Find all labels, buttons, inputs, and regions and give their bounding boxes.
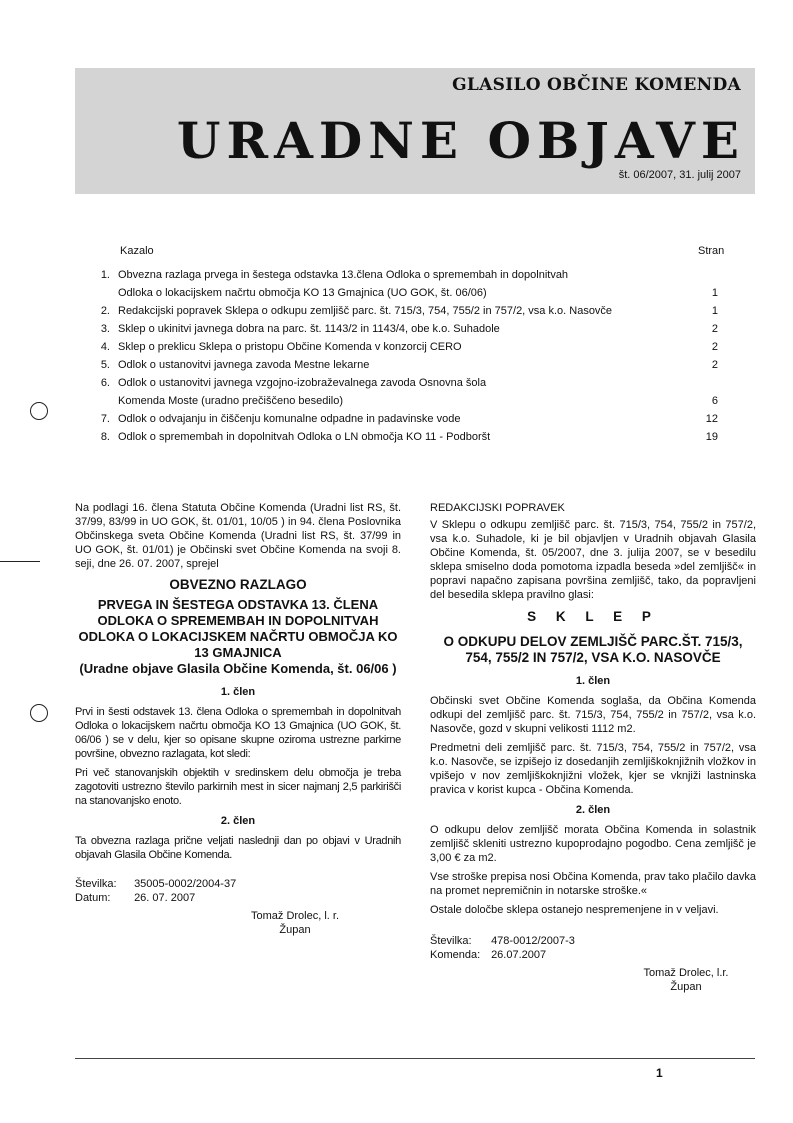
article-1-title: 1. člen bbox=[575, 675, 611, 687]
contents-item-title bbox=[118, 428, 678, 446]
fold-mark bbox=[0, 561, 40, 562]
article-heading: OBVEZNO RAZLAGO bbox=[169, 577, 307, 592]
contents-item-page: 2 bbox=[711, 359, 718, 371]
contents-item bbox=[96, 338, 718, 356]
contents-item bbox=[96, 302, 718, 320]
contents-item-number: 5. bbox=[100, 359, 110, 371]
footer-rule bbox=[75, 1058, 755, 1059]
contents-item-number: 6. bbox=[100, 377, 110, 389]
preamble: Na podlagi 16. člena Statuta Občine Komenda (Uradni list RS, št. 37/99, 83/99 in UO GOK, št. 01/01, 10/05 ) in 94. člena Poslovnika Občinskega sveta Občine Komenda (Uradni list RS, št. 37/99 in UO GOK, št. 01/01) je Občinski svet Občine Komenda na svoji 8. seji, dne 26. 07. 2007, sprejel bbox=[75, 502, 401, 570]
contents-item-title-line: Sklep o ukinitvi javnega dobra na parc. št. 1143/2 in 1143/4, obe k.o. Suhadole bbox=[118, 323, 500, 335]
article-2-paragraph: Ostale določbe sklepa ostanejo nespremenjene in v veljavi. bbox=[430, 904, 719, 916]
document-date-label: Datum: bbox=[75, 892, 111, 904]
article-1-paragraph: Prvi in šesti odstavek 13. člena Odloka o spremembah in dopolnitvah Odloka o lokacijskem načrtu območja KO 13 Gmajnica (UO GOK, št. 06/06 ) se v delu, kjer so opisane skupne oziroma ustrezne parkirne površine, obvezno razlagata, kot sledi: bbox=[75, 706, 401, 760]
contents-item-page: 12 bbox=[705, 413, 718, 425]
article-1-paragraph: Predmetni deli zemljišč parc. št. 715/3, 754, 755/2 in 757/2, vsa k.o. Nasovče, se izpišejo iz dosedanjih zemljiškoknjižnih vložkov in vpišejo v nov zemljiškoknjižni vložek, kjer se vknjiži lastninska pravica v korist kupca - Občina Komenda. bbox=[430, 742, 756, 796]
signatory-role: Župan bbox=[670, 981, 702, 993]
document-number bbox=[430, 934, 756, 948]
article-2-paragraph: Vse stroške prepisa nosi Občina Komenda, prav tako plačilo davka na promet nepremičnin in notarske stroške.« bbox=[430, 871, 756, 897]
contents-item-title bbox=[118, 302, 678, 320]
contents-item-title bbox=[118, 374, 678, 410]
signatory-role: Župan bbox=[279, 924, 311, 936]
contents-item-title-line: Odlok o ustanovitvi javnega zavoda Mestne lekarne bbox=[118, 359, 370, 371]
contents-item-number: 2. bbox=[100, 305, 110, 317]
contents-item-title bbox=[118, 320, 678, 338]
signatory-name: Tomaž Drolec, l.r. bbox=[643, 967, 729, 979]
contents-item bbox=[96, 356, 718, 374]
contents-item bbox=[96, 428, 718, 446]
contents-item-title-line: Odlok o spremembah in dopolnitvah Odloka o LN območja KO 11 - Podboršt bbox=[118, 431, 491, 443]
contents-item-page: 2 bbox=[711, 323, 718, 335]
document-number-value: 35005-0002/2004-37 bbox=[134, 878, 237, 890]
article-2-title: 2. člen bbox=[575, 804, 611, 816]
document-number bbox=[75, 877, 401, 891]
contents-item-title bbox=[118, 410, 678, 428]
contents-item bbox=[96, 266, 718, 302]
signatory-name: Tomaž Drolec, l. r. bbox=[250, 910, 340, 922]
document-place-value: 26.07.2007 bbox=[491, 949, 547, 961]
document-number-label: Številka: bbox=[430, 935, 472, 947]
article-1-paragraph: Pri več stanovanjskih objektih v sredinskem delu območja je treba zagotoviti ustrezno število parkirnih mest in sicer najmanj 2,5 parkirišči na stanovanjsko enoto. bbox=[75, 767, 401, 807]
contents-item-page: 6 bbox=[711, 395, 718, 407]
contents-item-number: 7. bbox=[100, 413, 110, 425]
contents-item bbox=[96, 374, 718, 410]
contents-item-number: 4. bbox=[100, 341, 110, 353]
contents-item bbox=[96, 410, 718, 428]
contents-item-number: 1. bbox=[100, 269, 110, 281]
contents-item-page: 19 bbox=[705, 431, 718, 443]
article-kicker: REDAKCIJSKI POPRAVEK bbox=[430, 502, 565, 514]
contents-item-page: 1 bbox=[711, 305, 718, 317]
contents-page-heading: Stran bbox=[698, 245, 725, 257]
contents-item-page: 1 bbox=[711, 287, 718, 299]
subheading-text: PRVEGA IN ŠESTEGA ODSTAVKA 13. ČLENA ODLOKA O SPREMEMBAH IN DOPOLNITVAH ODLOKA O LOKACIJSKEM NAČRTU OBMOČJA KO 13 GMAJNICA bbox=[78, 597, 398, 660]
right-article bbox=[430, 501, 756, 994]
contents-item-title-line: Sklep o preklicu Sklepa o pristopu Občine Komenda v konzorcij CERO bbox=[118, 341, 462, 353]
subheading-reference: (Uradne objave Glasila Občine Komenda, št. 06/06 ) bbox=[79, 661, 397, 676]
contents-item-number: 8. bbox=[100, 431, 110, 443]
article-2-paragraph: Ta obvezna razlaga prične veljati naslednji dan po objavi v Uradnih objavah Glasila Občine Komenda. bbox=[75, 835, 401, 861]
document-date bbox=[75, 891, 401, 905]
left-article bbox=[75, 501, 401, 937]
contents-item-title-line: Odlok o odvajanju in čiščenju komunalne odpadne in padavinske vode bbox=[118, 413, 461, 425]
contents-item-title-line: Redakcijski popravek Sklepa o odkupu zemljišč parc. št. 715/3, 754, 755/2 in 757/2, vsa k.o. Nasovče bbox=[118, 305, 613, 317]
journal-title: URADNE OBJAVE bbox=[176, 111, 745, 170]
decision-heading: S K L E P bbox=[527, 609, 659, 624]
punch-hole-mark bbox=[30, 402, 48, 420]
contents-item-title-line: Odloka o lokacijskem načrtu območja KO 13 Gmajnica (UO GOK, št. 06/06) bbox=[118, 287, 487, 299]
contents-item-title bbox=[118, 338, 678, 356]
punch-hole-mark bbox=[30, 704, 48, 722]
contents-item bbox=[96, 320, 718, 338]
decision-subheading: O ODKUPU DELOV ZEMLJIŠČ PARC.ŠT. 715/3, 754, 755/2 IN 757/2, VSA K.O. NASOVČE bbox=[443, 634, 743, 665]
contents-item-page: 2 bbox=[711, 341, 718, 353]
masthead-banner bbox=[75, 68, 755, 194]
article-subheading bbox=[75, 597, 401, 677]
article-1-paragraph: Občinski svet Občine Komenda soglaša, da Občina Komenda odkupi del zemljišč parc. št. 715/3, 754, 755/2 in 757/2, vsa k.o. Nasovče, gozd v skupni velikosti 1112 m2. bbox=[430, 695, 756, 735]
contents-heading: Kazalo bbox=[120, 245, 154, 257]
contents-item-title bbox=[118, 356, 678, 374]
correction-intro: V Sklepu o odkupu zemljišč parc. št. 715/3, 754, 755/2 in 757/2, vsa k.o. Suhadole, ki je bil objavljen v Uradnih objavah Glasila Občine Komenda, št. 05/2007, dne 3. julija 2007, se v besedilu sklepa smiselno doda pomotoma izpadla beseda »del zemljišč« in popravi napačno zapisana površina zemljišč, tako, da popravljeni del besedila sklepa pravilno glasi: bbox=[430, 519, 756, 601]
contents-item-title bbox=[118, 266, 678, 302]
document-number-value: 478-0012/2007-3 bbox=[491, 935, 575, 947]
page-number: 1 bbox=[656, 1066, 663, 1080]
article-2-paragraph: O odkupu delov zemljišč morata Občina Komenda in solastnik zemljišč skleniti ustrezno kupoprodajno pogodbo. Cena zemljišč je 3,00 € za m2. bbox=[430, 824, 756, 864]
document-place-label: Komenda: bbox=[430, 949, 481, 961]
article-2-title: 2. člen bbox=[220, 815, 256, 827]
contents-item-title-line: Obvezna razlaga prvega in šestega odstavka 13.člena Odloka o spremembah in dopolnitvah bbox=[118, 269, 569, 281]
gazette-name: GLASILO OBČINE KOMENDA bbox=[452, 75, 741, 95]
contents-item-title-line: Komenda Moste (uradno prečiščeno besedilo) bbox=[118, 395, 344, 407]
article-1-title: 1. člen bbox=[220, 686, 256, 698]
issue-line: št. 06/2007, 31. julij 2007 bbox=[618, 169, 741, 181]
document-place-date bbox=[430, 948, 756, 962]
contents-item-number: 3. bbox=[100, 323, 110, 335]
document-number-label: Številka: bbox=[75, 878, 117, 890]
contents-item-title-line: Odlok o ustanovitvi javnega vzgojno-izobraževalnega zavoda Osnovna šola bbox=[118, 377, 487, 389]
document-date-value: 26. 07. 2007 bbox=[134, 892, 196, 904]
